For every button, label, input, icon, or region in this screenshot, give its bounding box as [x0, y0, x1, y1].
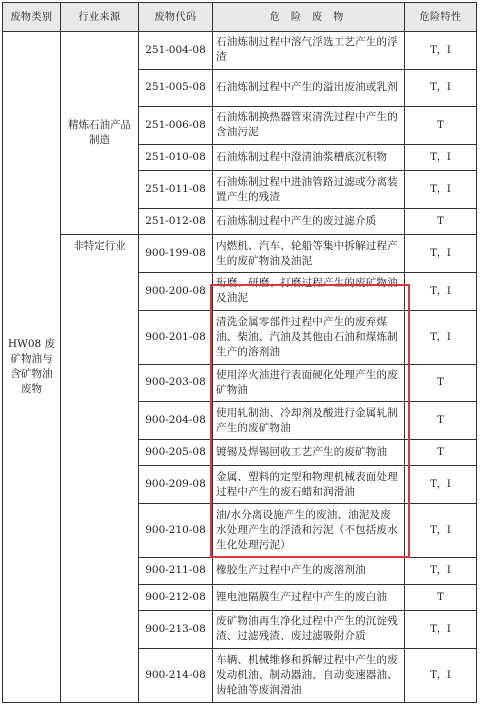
header-hazard: 危险特性 [405, 3, 477, 32]
description-cell: 镀锡及焊锡回收工艺产生的废矿物油 [213, 439, 405, 466]
hazard-cell: T，I [405, 171, 477, 209]
description-cell: 内燃机、汽车、轮船等集中拆解过程产生的废矿物油及油泥 [213, 235, 405, 273]
code-cell: 900-199-08 [139, 235, 213, 273]
description-cell: 使用轧制油、冷却剂及酸进行金属轧制产生的废矿物油 [213, 402, 405, 440]
description-cell: 使用淬火油进行表面硬化处理产生的废矿物油 [213, 364, 405, 402]
hazard-cell: T，I [405, 32, 477, 70]
code-cell: 900-213-08 [139, 611, 213, 649]
header-code: 废物代码 [139, 3, 213, 32]
hazard-cell: T，I [405, 144, 477, 171]
code-cell: 251-010-08 [139, 144, 213, 171]
code-cell: 251-012-08 [139, 208, 213, 235]
description-cell: 珩磨、研磨、打磨过程产生的废矿物油及油泥 [213, 272, 405, 310]
hazard-cell: T [405, 584, 477, 611]
header-industry: 行业来源 [61, 3, 139, 32]
category-cell: HW08 废矿物油与含矿物油废物 [3, 32, 61, 703]
hazard-cell: T，I [405, 235, 477, 273]
code-cell: 900-204-08 [139, 402, 213, 440]
description-cell: 废矿物油再生净化过程中产生的沉淀残渣、过滤残渣、废过滤吸附介质 [213, 611, 405, 649]
hazard-cell: T，I [405, 69, 477, 107]
code-cell: 900-201-08 [139, 310, 213, 364]
description-cell: 清洗金属零部件过程中产生的废弃煤油、柴油、汽油及其他由石油和煤炼制生产的溶剂油 [213, 310, 405, 364]
code-cell: 900-209-08 [139, 466, 213, 504]
description-cell: 金属、塑料的定型和物理机械表面处理过程中产生的废石蜡和润滑油 [213, 466, 405, 504]
hazard-cell: T [405, 208, 477, 235]
hazard-cell: T，I [405, 310, 477, 364]
table-header-row [3, 3, 477, 32]
description-cell: 石油炼制过程中溶气浮选工艺产生的浮渣 [213, 32, 405, 70]
header-category: 废物类别 [3, 3, 61, 32]
code-cell: 900-211-08 [139, 558, 213, 585]
code-cell: 900-200-08 [139, 272, 213, 310]
hazard-cell: T，I [405, 648, 477, 702]
hazard-cell: T [405, 364, 477, 402]
description-cell: 石油炼制过程中澄清油浆槽底沉积物 [213, 144, 405, 171]
hazard-cell: T，I [405, 611, 477, 649]
code-cell: 900-214-08 [139, 648, 213, 702]
hazardous-waste-table-wrapper [2, 2, 476, 703]
description-cell: 石油炼制过程中进油管路过滤或分离装置产生的残渣 [213, 171, 405, 209]
code-cell: 900-205-08 [139, 439, 213, 466]
description-cell: 石油炼制过程中产生的溢出废油或乳剂 [213, 69, 405, 107]
hazard-cell: T，I [405, 272, 477, 310]
code-cell: 900-203-08 [139, 364, 213, 402]
table-row [3, 32, 477, 70]
code-cell: 251-006-08 [139, 107, 213, 145]
description-cell: 橡胶生产过程中产生的废溶剂油 [213, 558, 405, 585]
description-cell: 石油炼制换热器管束清洗过程中产生的含油污泥 [213, 107, 405, 145]
hazard-cell: T [405, 439, 477, 466]
description-cell: 车辆、机械维修和拆解过程中产生的废发动机油、制动器油、自动变速器油、齿轮油等废润滑油 [213, 648, 405, 702]
hazard-cell: T [405, 107, 477, 145]
code-cell: 900-210-08 [139, 503, 213, 557]
industry-refining: 精炼石油产品制造 [61, 32, 139, 235]
code-cell: 251-011-08 [139, 171, 213, 209]
industry-nonspecific: 非特定行业 [61, 235, 139, 703]
header-description: 危 险 废 物 [213, 3, 405, 32]
description-cell: 锂电池隔膜生产过程中产生的废白油 [213, 584, 405, 611]
code-cell: 251-005-08 [139, 69, 213, 107]
hazard-cell: T，I [405, 558, 477, 585]
description-cell: 石油炼制过程中产生的废过滤介质 [213, 208, 405, 235]
hazardous-waste-table [2, 2, 477, 703]
code-cell: 900-212-08 [139, 584, 213, 611]
hazard-cell: T [405, 402, 477, 440]
description-cell: 油/水分离设施产生的废油、油泥及废水处理产生的浮渣和污泥（不包括废水生化处理污泥） [213, 503, 405, 557]
code-cell: 251-004-08 [139, 32, 213, 70]
table-row [3, 235, 477, 273]
hazard-cell: T，I [405, 503, 477, 557]
hazard-cell: T，I [405, 466, 477, 504]
